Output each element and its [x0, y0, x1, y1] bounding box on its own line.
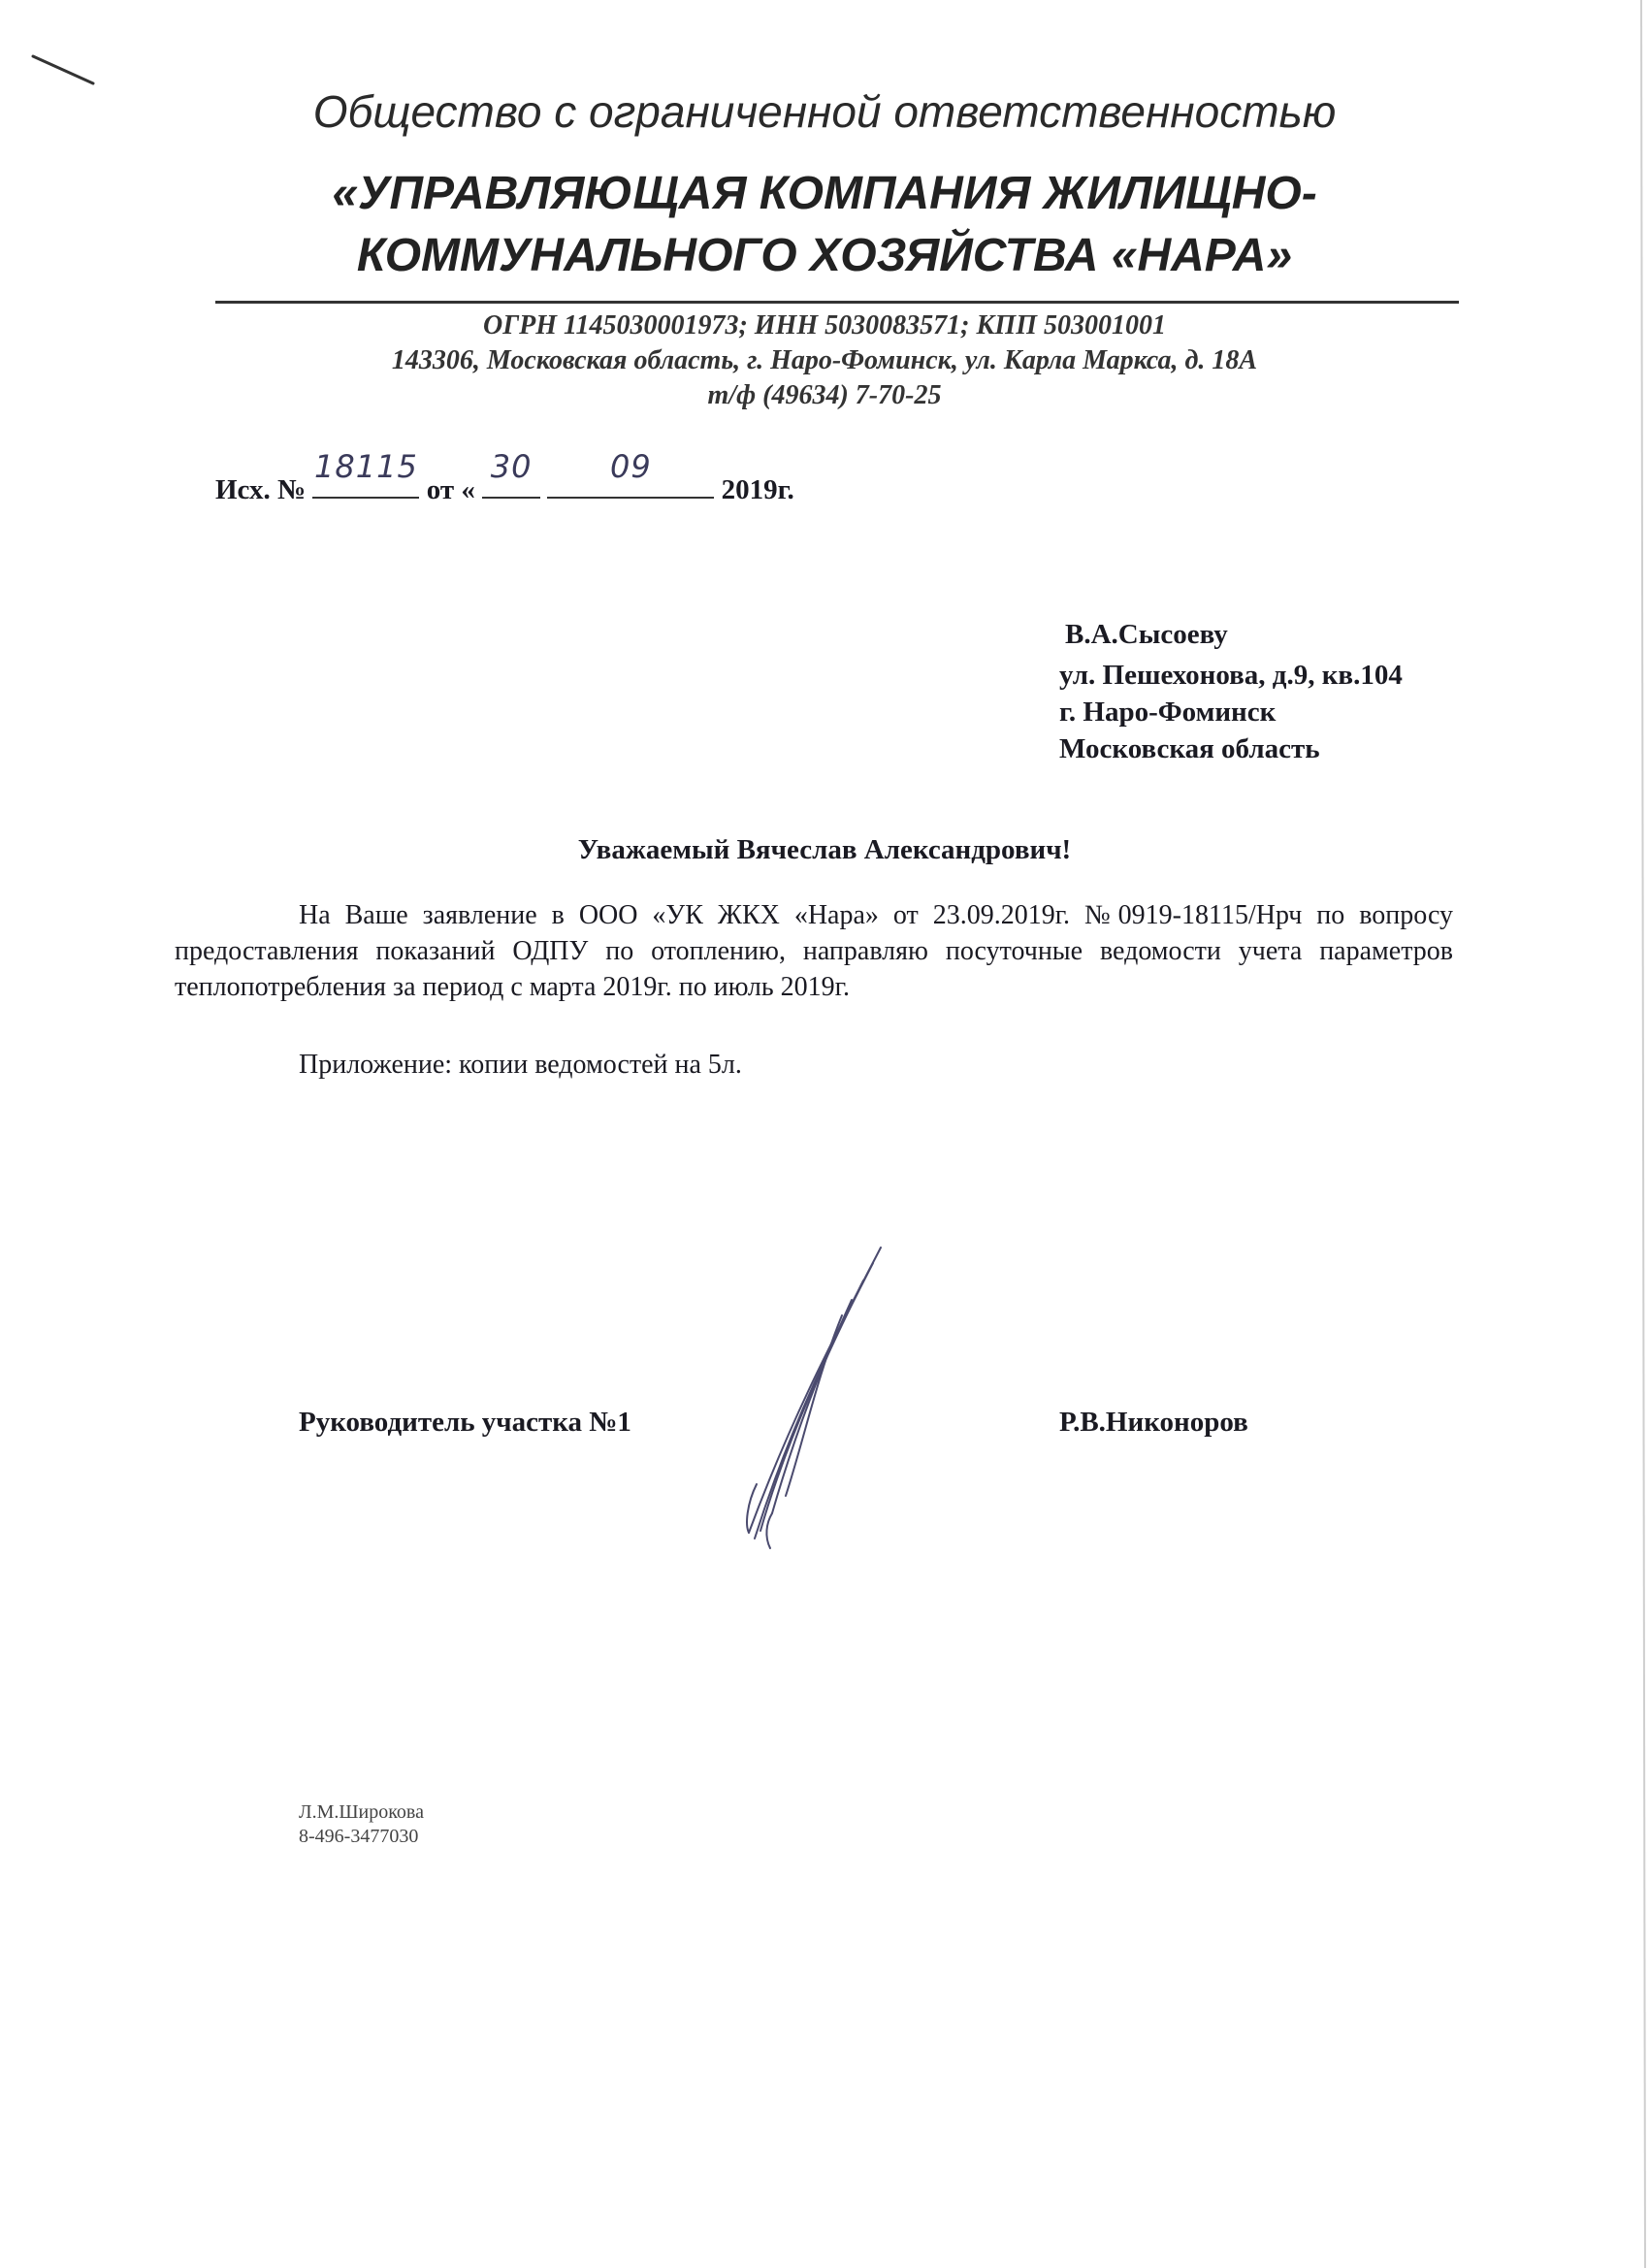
outgoing-month: 09	[609, 448, 652, 485]
executor-phone: 8-496-3477030	[299, 1826, 419, 1847]
letter-body	[175, 897, 1453, 1005]
recipient-street: ул. Пешехонова, д.9, кв.104	[1059, 660, 1403, 691]
outgoing-prefix: Исх. №	[215, 474, 307, 505]
letter-attachment: Приложение: копии ведомостей на 5л.	[299, 1050, 742, 1080]
letter-greeting: Уважаемый Вячеслав Александрович!	[577, 834, 1072, 865]
org-name: «УПРАВЛЯЮЩАЯ КОМПАНИЯ ЖИЛИЩНО-КОММУНАЛЬНОГО ХОЗЯЙСТВА «НАРА»	[332, 168, 1317, 281]
org-phone: т/ф (49634) 7-70-25	[707, 380, 942, 410]
header-divider	[215, 301, 1459, 304]
recipient-city: г. Наро-Фоминск	[1059, 697, 1277, 728]
signatory-name: Р.В.Никоноров	[1059, 1407, 1248, 1438]
outgoing-day: 30	[490, 448, 533, 485]
org-requisites: ОГРН 1145030001973; ИНН 5030083571; КПП 503001001	[482, 310, 1166, 340]
letter-body-text: На Ваше заявление в ООО «УК ЖКХ «Нара» от 23.09.2019г. №0919-18115/Нрч по вопросу предоставления показаний ОДПУ по отоплению, направляю посуточные ведомости учета параметров теплопотребления за период с марта 2019г. по июль 2019г.	[175, 900, 1453, 1002]
org-type: Общество с ограниченной ответственностью	[312, 86, 1337, 137]
outgoing-from-label: от «	[426, 474, 475, 505]
outgoing-number-line	[215, 448, 794, 506]
recipient-region: Московская область	[1059, 733, 1320, 764]
executor-name: Л.М.Широкова	[299, 1801, 424, 1823]
outgoing-month-blank	[547, 448, 714, 499]
handwritten-signature	[728, 1242, 902, 1552]
recipient-name: В.А.Сысоеву	[1065, 619, 1228, 650]
outgoing-number: 18115	[314, 448, 418, 485]
outgoing-number-blank	[312, 448, 419, 499]
outgoing-day-blank	[482, 448, 540, 499]
outgoing-year: 2019г.	[721, 474, 794, 505]
org-address: 143306, Московская область, г. Наро-Фоминск, ул. Карла Маркса, д. 18А	[391, 345, 1258, 375]
signatory-role: Руководитель участка №1	[299, 1407, 631, 1438]
